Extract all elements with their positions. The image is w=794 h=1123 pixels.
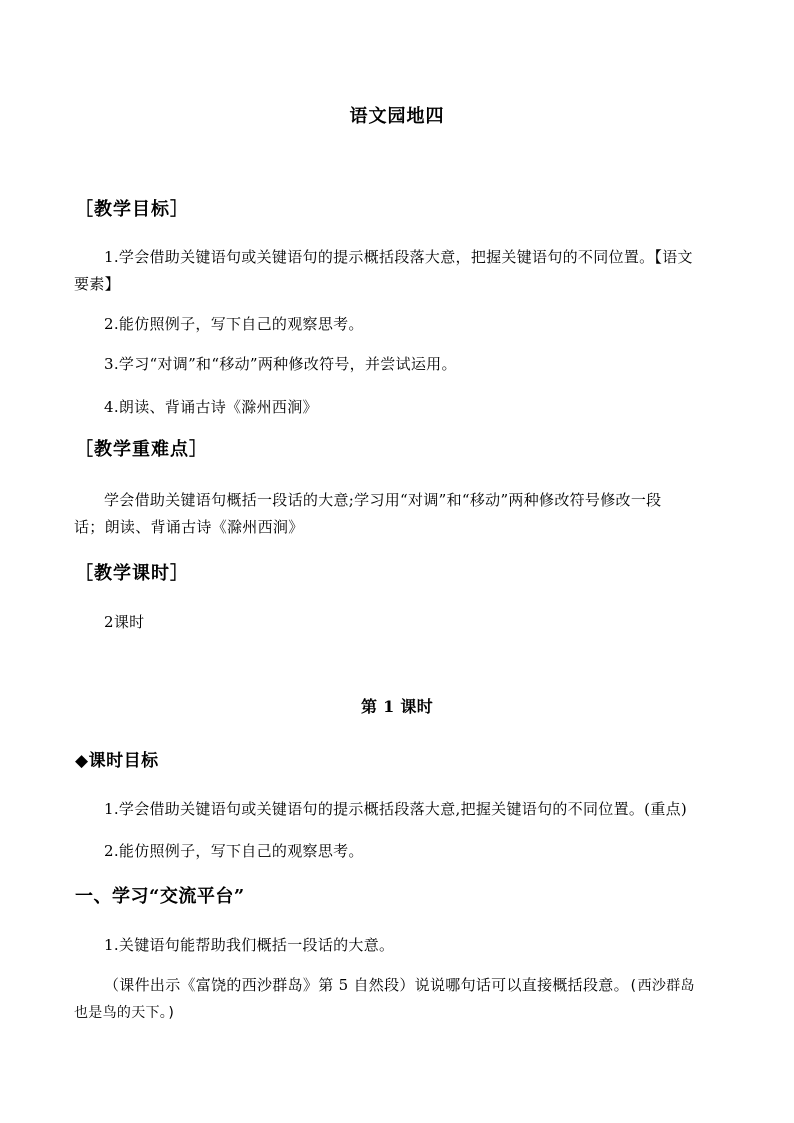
key-points-line-2: 话；朗读、背诵古诗《滁州西涧》 [74, 518, 304, 536]
periods-heading: ［教学课时］ [75, 563, 189, 584]
goal-item-1: 1.学会借助关键语句或关键语句的提示概括段落大意，把握关键语句的不同位置。【语文 [104, 248, 693, 266]
key-points-heading: ［教学重难点］ [75, 439, 208, 460]
step-point: 1.关键语句能帮助我们概括一段话的大意。 [104, 936, 395, 954]
objective-item-1: 1.学会借助关键语句或关键语句的提示概括段落大意,把握关键语句的不同位置。(重点) [104, 800, 688, 818]
lesson-heading: 第 1 课时 [360, 697, 434, 716]
page-title: 语文园地四 [349, 106, 445, 127]
goal-item-2: 2.能仿照例子，写下自己的观察思考。 [104, 315, 364, 333]
key-points-line-1: 学会借助关键语句概括一段话的大意;学习用“对调”和“移动”两种修改符号修改一段 [104, 491, 662, 509]
step-heading: 一、学习“交流平台” [75, 886, 245, 907]
courseware-line-2: 也是鸟的天下。) [74, 1005, 176, 1021]
courseware-text: （课件出示《富饶的西沙群岛》第 5 自然段）说说哪句话可以直接概括段意。 [104, 976, 629, 994]
goal-item-3: 3.学习“对调”和“移动”两种修改符号，并尝试运用。 [104, 355, 457, 373]
goals-heading: ［教学目标］ [75, 199, 189, 220]
goal-item-1-cont: 要素】 [74, 275, 120, 293]
objectives-heading: ◆课时目标 [75, 751, 159, 771]
goal-item-4: 4.朗读、背诵古诗《滁州西涧》 [104, 398, 318, 416]
courseware-line-1 [104, 975, 695, 996]
periods-value: 2课时 [104, 613, 145, 631]
courseware-answer-start: (西沙群岛 [628, 978, 695, 994]
objective-item-2: 2.能仿照例子，写下自己的观察思考。 [104, 842, 364, 860]
